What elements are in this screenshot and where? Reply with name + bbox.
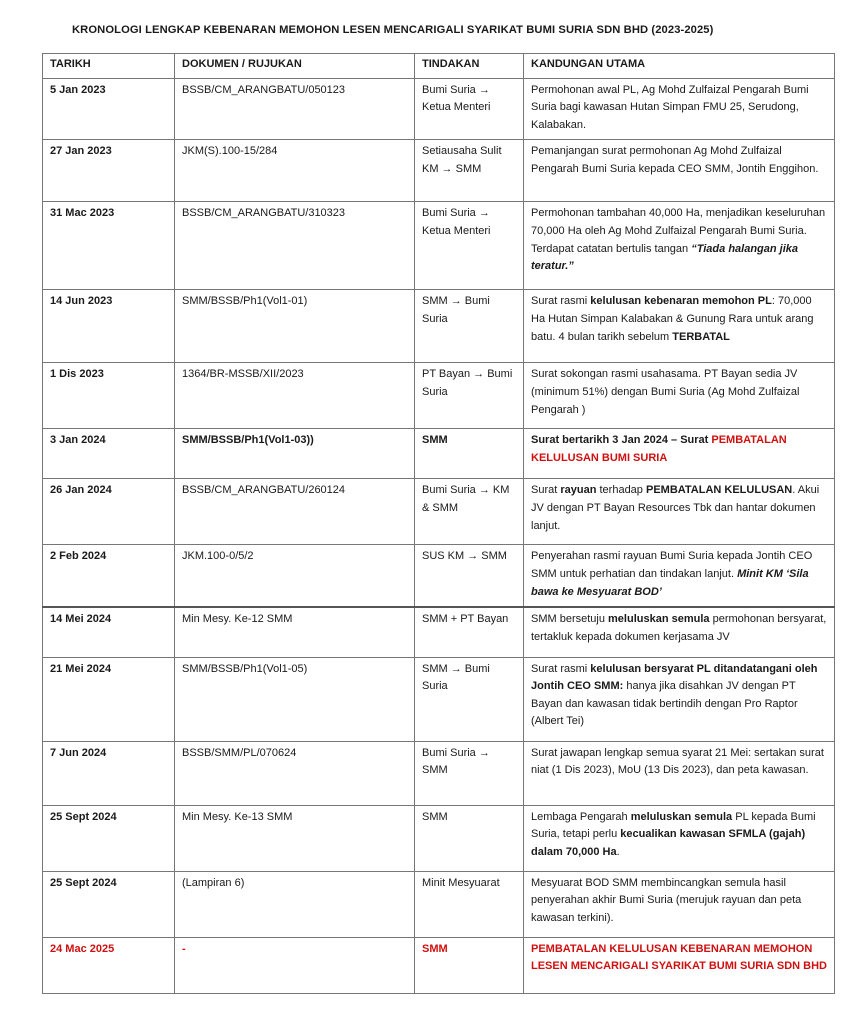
row-date: 5 Jan 2023 (43, 78, 175, 140)
document-title: KRONOLOGI LENGKAP KEBENARAN MEMOHON LESEN MENCARIGALI SYARIKAT BUMI SURIA SDN BHD (2023-2025) (72, 24, 714, 36)
header-action: TINDAKAN (415, 54, 524, 79)
content-bold: PEMBATALAN KELULUSAN (645, 484, 793, 497)
table-row (43, 657, 835, 741)
table-row (43, 871, 835, 937)
table-row (43, 363, 835, 429)
header-content: KANDUNGAN UTAMA (524, 54, 835, 79)
table-row (43, 805, 835, 871)
content-text: . (616, 845, 620, 858)
row-document: SMM/BSSB/Ph1(Vol1-03)) (175, 429, 415, 479)
content-bold: kecualikan kawasan SFMLA (gajah) dalam 70,000 Ha (531, 828, 806, 858)
row-date: 31 Mac 2023 (43, 202, 175, 290)
minute-note: Minit KM ‘Sila bawa ke Mesyuarat BOD’ (531, 567, 809, 598)
row-action: Bumi Suria → Ketua Menteri (415, 78, 524, 140)
row-content (524, 657, 835, 741)
content-text: Surat bertarikh 3 Jan 2024 – Surat (531, 434, 712, 447)
row-date: 7 Jun 2024 (43, 741, 175, 805)
table-row (43, 429, 835, 479)
row-content (524, 545, 835, 607)
content-text: Permohonan tambahan 40,000 Ha, menjadikan keseluruhan 70,000 Ha oleh Ag Mohd Zulfaizal Pengarah Bumi Suria. Terdapat catatan bertulis tangan (531, 207, 826, 255)
content-bold: kelulusan bersyarat PL ditandatangani oleh Jontih CEO SMM: (531, 662, 818, 693)
header-document: DOKUMEN / RUJUKAN (175, 54, 415, 79)
row-action: SMM → Bumi Suria (415, 290, 524, 363)
content-text: : 70,000 Ha Hutan Simpan Kalabakan & Gunung Rara untuk arang batu. 4 bulan tarikh sebelum (531, 295, 814, 343)
row-action: Bumi Suria → SMM (415, 741, 524, 805)
table-row (43, 741, 835, 805)
row-action: Setiausaha Sulit KM → SMM (415, 140, 524, 202)
row-document: SMM/BSSB/Ph1(Vol1-05) (175, 657, 415, 741)
content-text: permohonan bersyarat, tertakluk kepada dokumen kerjasama JV (531, 613, 827, 643)
table-row (43, 78, 835, 140)
row-content (524, 479, 835, 545)
table-row (43, 290, 835, 363)
row-date: 25 Sept 2024 (43, 871, 175, 937)
row-document: Min Mesy. Ke-13 SMM (175, 805, 415, 871)
row-document: 1364/BR-MSSB/XII/2023 (175, 363, 415, 429)
row-action: Bumi Suria → KM & SMM (415, 479, 524, 545)
row-content (524, 290, 835, 363)
content-bold: kelulusan kebenaran memohon PL (590, 295, 772, 308)
row-content (524, 805, 835, 871)
table-row (43, 140, 835, 202)
table-row (43, 937, 835, 993)
row-date: 25 Sept 2024 (43, 805, 175, 871)
row-action: Minit Mesyuarat (415, 871, 524, 937)
row-document: JKM(S).100-15/284 (175, 140, 415, 202)
table-row (43, 479, 835, 545)
row-content: Pemanjangan surat permohonan Ag Mohd Zulfaizal Pengarah Bumi Suria kepada CEO SMM, Jontih Enggihon. (524, 140, 835, 202)
content-text: Surat (531, 484, 561, 497)
row-date: 24 Mac 2025 (43, 937, 175, 993)
content-bold: rayuan (560, 484, 597, 497)
row-content: PEMBATALAN KELULUSAN KEBENARAN MEMOHON LESEN MENCARIGALI SYARIKAT BUMI SURIA SDN BHD (524, 937, 835, 993)
row-action: SMM (415, 937, 524, 993)
content-text: terhadap (596, 484, 646, 497)
chronology-table (42, 53, 835, 994)
content-text: Surat rasmi (531, 662, 591, 675)
row-content (524, 429, 835, 479)
row-content: Mesyuarat BOD SMM membincangkan semula hasil penyerahan akhir Bumi Suria (merujuk rayuan dan peta kawasan terkini). (524, 871, 835, 937)
row-date: 3 Jan 2024 (43, 429, 175, 479)
row-document: BSSB/SMM/PL/070624 (175, 741, 415, 805)
content-text: Surat rasmi (531, 295, 591, 308)
content-text: SMM bersetuju (531, 613, 609, 626)
table-header-row (43, 54, 835, 79)
row-document: SMM/BSSB/Ph1(Vol1-01) (175, 290, 415, 363)
table-row (43, 607, 835, 657)
content-text: hanya jika disahkan JV dengan PT Bayan dan kawasan tidak bertindih dengan Pro Raptor (Albert Tei) (531, 680, 798, 728)
row-date: 14 Jun 2023 (43, 290, 175, 363)
row-document: BSSB/CM_ARANGBATU/050123 (175, 78, 415, 140)
row-document: JKM.100-0/5/2 (175, 545, 415, 607)
table-row (43, 545, 835, 607)
row-document: Min Mesy. Ke-12 SMM (175, 607, 415, 657)
row-content: Permohonan awal PL, Ag Mohd Zulfaizal Pengarah Bumi Suria bagi kawasan Hutan Simpan FMU 25, Serudong, Kalabakan. (524, 78, 835, 140)
table-row (43, 202, 835, 290)
row-action: SMM (415, 429, 524, 479)
row-date: 14 Mei 2024 (43, 607, 175, 657)
row-action: SMM → Bumi Suria (415, 657, 524, 741)
content-text: Penyerahan rasmi rayuan Bumi Suria kepada Jontih CEO SMM untuk perhatian dan tindakan lanjut. (531, 550, 813, 580)
row-action: SMM (415, 805, 524, 871)
content-text: PL kepada Bumi Suria, tetapi perlu (531, 810, 816, 841)
handwritten-note: “Tiada halangan jika teratur.” (531, 242, 799, 273)
row-action: Bumi Suria → Ketua Menteri (415, 202, 524, 290)
row-action: SUS KM → SMM (415, 545, 524, 607)
row-content: Surat jawapan lengkap semua syarat 21 Mei: sertakan surat niat (1 Dis 2023), MoU (13 Dis 2023), dan peta kawasan. (524, 741, 835, 805)
row-action: SMM + PT Bayan (415, 607, 524, 657)
row-date: 2 Feb 2024 (43, 545, 175, 607)
header-date: TARIKH (43, 54, 175, 79)
content-bold: meluluskan semula (608, 613, 710, 626)
row-document: BSSB/CM_ARANGBATU/260124 (175, 479, 415, 545)
row-date: 1 Dis 2023 (43, 363, 175, 429)
row-document: BSSB/CM_ARANGBATU/310323 (175, 202, 415, 290)
row-date: 27 Jan 2023 (43, 140, 175, 202)
row-document: - (175, 937, 415, 993)
row-document: (Lampiran 6) (175, 871, 415, 937)
content-text: . Akui JV dengan PT Bayan Resources Tbk dan hantar dokumen lanjut. (531, 484, 820, 532)
row-date: 26 Jan 2024 (43, 479, 175, 545)
content-highlight: PEMBATALAN KELULUSAN BUMI SURIA (531, 434, 787, 464)
content-bold: meluluskan semula (630, 810, 733, 823)
row-content (524, 202, 835, 290)
row-content (524, 607, 835, 657)
row-date: 21 Mei 2024 (43, 657, 175, 741)
content-bold: TERBATAL (672, 330, 730, 343)
row-action: PT Bayan → Bumi Suria (415, 363, 524, 429)
row-content: Surat sokongan rasmi usahasama. PT Bayan sedia JV (minimum 51%) dengan Bumi Suria (Ag Mohd Zulfaizal Pengarah ) (524, 363, 835, 429)
content-text: Lembaga Pengarah (531, 810, 631, 823)
